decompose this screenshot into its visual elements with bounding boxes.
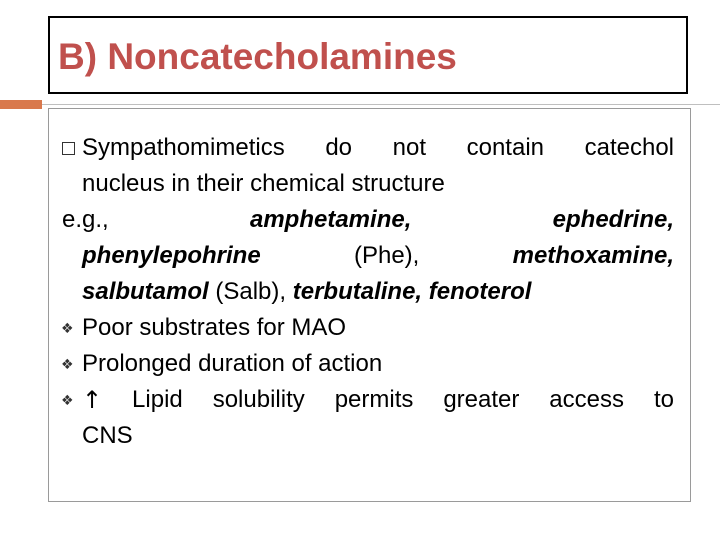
diamond-bullet-icon: ❖	[61, 392, 74, 408]
accent-bar	[0, 100, 42, 109]
drug-ephedrine: ephedrine,	[552, 206, 675, 233]
abbr-phe: (Phe),	[353, 242, 420, 269]
slide-body	[62, 130, 674, 454]
point-3-word: solubility	[212, 386, 305, 413]
drug-phenylepohrine: phenylepohrine	[82, 242, 261, 269]
square-bullet-icon	[62, 142, 75, 155]
divider-line	[42, 104, 720, 105]
examples-line-2	[62, 238, 674, 274]
point-3-line-2: CNS	[82, 422, 133, 449]
point-3-word: to	[653, 386, 674, 413]
point-3-word: Lipid	[132, 386, 183, 413]
diamond-bullet-icon: ❖	[61, 356, 74, 372]
point-3-line-1	[82, 382, 674, 418]
drug-methoxamine: methoxamine,	[512, 242, 674, 269]
point-1	[62, 310, 674, 346]
point-3-word: permits	[334, 386, 414, 413]
point-2	[62, 346, 674, 382]
diamond-bullet-icon: ❖	[61, 320, 74, 336]
point-2-text: Prolonged duration of action	[82, 350, 383, 377]
slide-title: B) Noncatecholamines	[58, 36, 457, 77]
abbr-salb: (Salb),	[215, 278, 287, 305]
eg-prefix: e.g.,	[62, 206, 109, 233]
examples-paragraph	[62, 202, 674, 310]
drug-terbutaline: terbutaline,	[292, 278, 423, 305]
examples-line-1	[62, 202, 674, 238]
point-3-word: greater	[443, 386, 520, 413]
intro-bullet	[62, 130, 674, 202]
intro-line-2: nucleus in their chemical structure	[82, 170, 445, 197]
examples-line-3	[62, 274, 674, 310]
title-box	[48, 16, 688, 94]
point-3-word: access	[549, 386, 624, 413]
drug-fenoterol: fenoterol	[428, 278, 532, 305]
intro-line-1: Sympathomimetics do not contain catechol	[82, 134, 674, 161]
point-1-text: Poor substrates for MAO	[82, 314, 347, 341]
up-arrow-icon: ↑	[82, 386, 103, 414]
drug-amphetamine: amphetamine,	[249, 206, 412, 233]
drug-salbutamol: salbutamol	[82, 278, 209, 305]
point-3	[62, 382, 674, 454]
